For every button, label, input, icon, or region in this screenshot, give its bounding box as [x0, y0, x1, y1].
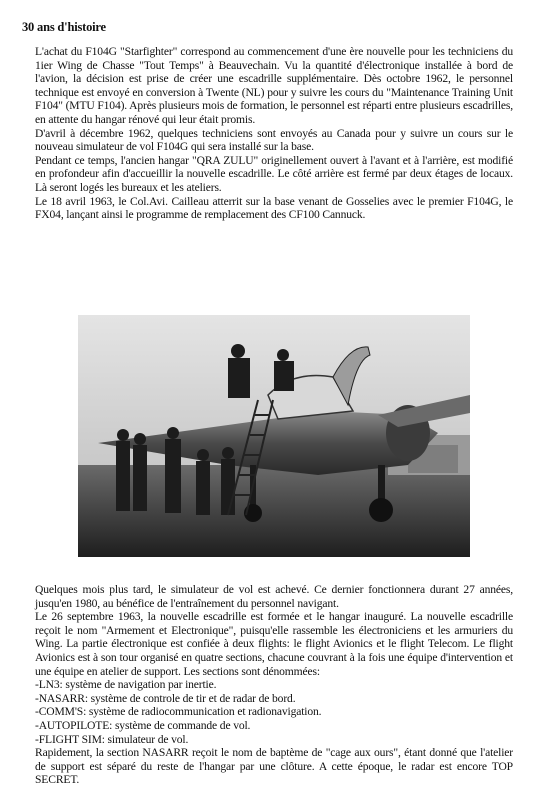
- aircraft-photo: [78, 315, 470, 557]
- list-item: -FLIGHT SIM: simulateur de vol.: [35, 732, 189, 746]
- paragraph: Le 26 septembre 1963, la nouvelle escadrille est formée et le hangar inauguré. La nouvelle escadrille reçoit le nom "Armement et Electronique", puisqu'elle rassemble les électroniciens et les armuriers du Wing. La partie électronique est confiée à deux flights: le flight Avionics et le flight Telecom. Le flight Avionics est à son tour organisé en quatre sections, chacune couvrant à la fois une équipe d'intervention et une équipe en atelier de support. Les sections sont dénommées:: [35, 610, 513, 678]
- body-text: [35, 583, 513, 787]
- list-item: -COMM'S: système de radiocommunication et radionavigation.: [35, 705, 322, 719]
- paragraph: Rapidement, la section NASARR reçoit le nom de baptème de "cage aux ours", étant donné que l'atelier de support est séparé du reste de l'hangar par une clôture. A cette époque, le radar est encore TOP SECRET.: [35, 746, 513, 787]
- intro-text: [35, 45, 513, 222]
- page-title: 30 ans d'histoire: [22, 20, 106, 34]
- paragraph: Le 18 avril 1963, le Col.Avi. Cailleau atterrit sur la base venant de Gosselies avec le premier F104G, le FX04, lançant ainsi le programme de remplacement des CF100 Cannuck.: [35, 194, 513, 222]
- list-item: -AUTOPILOTE: système de commande de vol.: [35, 718, 251, 732]
- list-item: -LN3: système de navigation par inertie.: [35, 678, 217, 692]
- paragraph: Pendant ce temps, l'ancien hangar "QRA ZULU" originellement ouvert à l'avant et à l'arrière, est modifié en profondeur afin d'accueillir la nouvelle escadrille. Le côté arrière est fermé par deux étages de locaux. Là seront logés les bureaux et les ateliers.: [35, 153, 513, 194]
- starfighter-illustration: [78, 315, 470, 557]
- main-wheel: [369, 498, 393, 522]
- paragraph: L'achat du F104G "Starfighter" correspond au commencement d'une ère nouvelle pour les techniciens du 1ier Wing de Chasse "Tout Temps" à Beauvechain. Vu la quantité d'électronique installée à bord de l'avion, la décision est prise de créer une escadrille supplémentaire. Dès octobre 1962, le personnel technique est envoyé en conversion à Twente (NL) pour y suivre les cours du "Maintenance Training Unit F104" (MTU F104). Après plusieurs mois de formation, le personnel est réparti entre plusieurs escadrilles, en attente du hangar rénové qui leur était promis.: [35, 45, 513, 126]
- paragraph: D'avril à décembre 1962, quelques techniciens sont envoyés au Canada pour y suivre un cours sur le nouveau simulateur de vol F104G qui sera installé sur la base.: [35, 126, 513, 154]
- paragraph: Quelques mois plus tard, le simulateur de vol est achevé. Ce dernier fonctionnera durant 27 années, jusqu'en 1980, au bénéfice de l'entraînement du personnel navigant.: [35, 583, 513, 610]
- list-item: -NASARR: système de controle de tir et de radar de bord.: [35, 691, 296, 705]
